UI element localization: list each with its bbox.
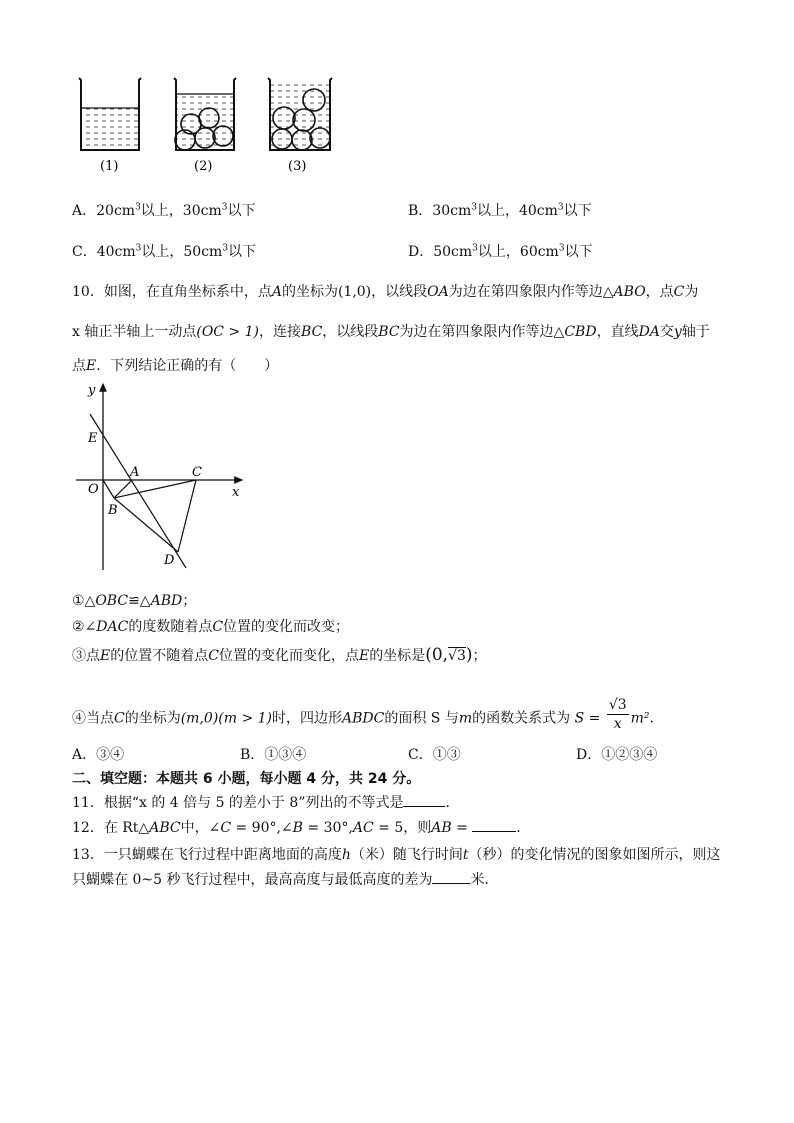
q10-choice-b[interactable]: B．①③④ xyxy=(240,747,307,763)
q9-option-c[interactable]: C．$40cm^3$以上，$50cm^3$以下 xyxy=(72,243,257,260)
segment-CD xyxy=(178,480,196,552)
q10-statement-4: ④当点C的坐标为(m,0)(m > 1)时，四边形ABDC的面积 S 与m的函数关系式为 S = $\frac{√3}{x}$ m²． xyxy=(72,697,664,732)
label-y: y xyxy=(88,383,96,398)
label-B: B xyxy=(108,503,118,518)
segment-BD xyxy=(114,498,178,552)
beaker-3 xyxy=(268,78,332,150)
q9-option-d[interactable]: D．$50cm^3$以上，$60cm^3$以下 xyxy=(408,243,593,260)
q12-answer-blank[interactable] xyxy=(472,817,516,832)
beaker-label-1: (1) xyxy=(100,159,119,174)
q10-coordinate-figure xyxy=(76,380,251,578)
beaker-1 xyxy=(79,78,141,150)
q13-line-1: 13．一只蝴蝶在飞行过程中距离地面的高度h（米）随飞行时间t（秒）的变化情况的图象如图所示，则这 xyxy=(72,847,721,863)
segment-AB xyxy=(114,480,132,498)
q10-stem-line-1: 10．如图，在直角坐标系中，点A的坐标为(1,0)，以线段OA为边在第四象限内作等边△ABO，点C为 xyxy=(72,284,699,300)
q9-option-a[interactable]: A．$20cm^3$以上，$30cm^3$以下 xyxy=(72,202,256,219)
beaker-label-3: (3) xyxy=(288,159,307,174)
q11-answer-blank[interactable] xyxy=(403,792,445,807)
label-E: E xyxy=(88,431,98,446)
segment-BC xyxy=(114,480,196,498)
label-O: O xyxy=(88,482,99,497)
q13-line-2: 只蝴蝶在 0~5 秒飞行过程中，最高高度与最低高度的差为 米． xyxy=(72,869,498,889)
q10-statement-2: ②∠DAC的度数随着点C位置的变化而改变； xyxy=(72,619,350,635)
beakers-figure xyxy=(70,70,340,180)
fraction: $\frac{√3}{x}$ xyxy=(608,697,627,732)
q10-choice-d[interactable]: D．①②③④ xyxy=(576,747,658,763)
beaker-label-2: (2) xyxy=(194,159,213,174)
q10-stem-line-3: 点E．下列结论正确的有（ ） xyxy=(72,358,279,374)
q10-statement-1: ①△OBC≌△ABD； xyxy=(72,593,197,609)
q10-statement-3: ③点E的位置不随着点C位置的变化而变化，点E的坐标是(0,√3)； xyxy=(72,645,487,665)
segment-OB xyxy=(103,480,114,498)
q10-choice-a[interactable]: A．③④ xyxy=(72,747,125,763)
label-A: A xyxy=(130,465,140,480)
q11: 11．根据“x 的 4 倍与 5 的差小于 8”列出的不等式是 ． xyxy=(72,792,459,812)
q9-option-b[interactable]: B．$30cm^3$以上，$40cm^3$以下 xyxy=(408,202,592,219)
label-x: x xyxy=(232,485,240,500)
label-C: C xyxy=(192,465,202,480)
q10-stem-line-2: x 轴正半轴上一动点(OC > 1)，连接BC，以线段BC为边在第四象限内作等边△CBD，直线DA交y轴于 xyxy=(72,324,710,340)
q13-answer-blank[interactable] xyxy=(432,869,470,884)
label-D: D xyxy=(164,553,175,568)
beaker-2 xyxy=(174,78,236,150)
q10-choice-c[interactable]: C．①③ xyxy=(408,747,461,763)
section-heading: 二、填空题：本题共 6 小题，每小题 4 分，共 24 分。 xyxy=(72,771,421,787)
line-DA xyxy=(90,414,186,568)
q12: 12．在 Rt△ABC中，∠C = 90°,∠B = 30°,AC = 5，则AB = ． xyxy=(72,817,530,837)
